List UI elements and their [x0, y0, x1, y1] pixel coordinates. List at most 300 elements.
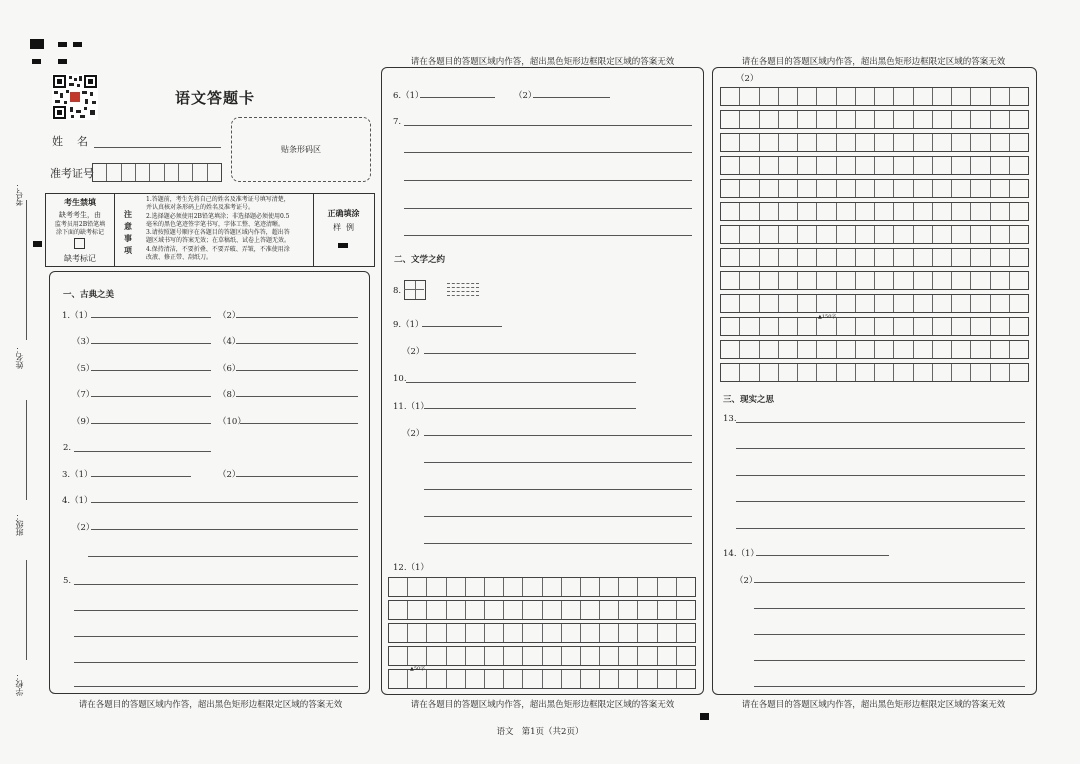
absent-checkbox[interactable]	[74, 238, 85, 249]
grid-cell[interactable]	[721, 318, 740, 335]
grid-cell[interactable]	[562, 601, 581, 619]
grid-cell[interactable]	[914, 249, 933, 266]
grid-row[interactable]	[720, 133, 1029, 152]
q13-answer-line[interactable]	[736, 448, 1025, 449]
grid-cell[interactable]	[485, 601, 504, 619]
grid-cell[interactable]	[817, 203, 836, 220]
grid-cell[interactable]	[427, 578, 446, 596]
grid-cell[interactable]	[658, 601, 677, 619]
grid-cell[interactable]	[721, 341, 740, 358]
q13-answer-line[interactable]	[736, 475, 1025, 476]
grid-cell[interactable]	[779, 111, 798, 128]
grid-cell[interactable]	[894, 295, 913, 312]
grid-cell[interactable]	[408, 601, 427, 619]
grid-cell[interactable]	[798, 88, 817, 105]
grid-cell[interactable]	[619, 647, 638, 665]
grid-cell[interactable]	[971, 341, 990, 358]
grid-cell[interactable]	[779, 203, 798, 220]
grid-row[interactable]	[720, 340, 1029, 359]
grid-cell[interactable]	[991, 134, 1010, 151]
grid-cell[interactable]	[638, 624, 657, 642]
grid-cell[interactable]	[952, 111, 971, 128]
grid-cell[interactable]	[798, 226, 817, 243]
grid-cell[interactable]	[779, 134, 798, 151]
grid-cell[interactable]	[991, 203, 1010, 220]
grid-cell[interactable]	[894, 272, 913, 289]
grid-cell[interactable]	[875, 364, 894, 381]
grid-cell[interactable]	[562, 670, 581, 688]
grid-row[interactable]	[720, 294, 1029, 313]
grid-cell[interactable]	[427, 647, 446, 665]
grid-cell[interactable]	[894, 180, 913, 197]
grid-cell[interactable]	[638, 647, 657, 665]
q1-7-answer[interactable]	[91, 396, 211, 397]
q4-2-answer[interactable]	[91, 529, 358, 530]
grid-cell[interactable]	[638, 601, 657, 619]
grid-cell[interactable]	[740, 341, 759, 358]
grid-row[interactable]	[720, 87, 1029, 106]
grid-cell[interactable]	[447, 601, 466, 619]
grid-cell[interactable]	[740, 272, 759, 289]
grid-cell[interactable]	[991, 364, 1010, 381]
grid-cell[interactable]	[760, 318, 779, 335]
grid-cell[interactable]	[914, 180, 933, 197]
q7-answer[interactable]	[404, 125, 692, 126]
grid-cell[interactable]	[760, 341, 779, 358]
grid-cell[interactable]	[740, 180, 759, 197]
grid-cell[interactable]	[894, 111, 913, 128]
grid-row[interactable]	[388, 577, 696, 597]
grid-cell[interactable]	[1010, 249, 1028, 266]
grid-cell[interactable]	[933, 341, 952, 358]
grid-cell[interactable]	[779, 341, 798, 358]
grid-cell[interactable]	[971, 364, 990, 381]
grid-cell[interactable]	[721, 180, 740, 197]
grid-cell[interactable]	[619, 670, 638, 688]
grid-cell[interactable]	[856, 111, 875, 128]
grid-cell[interactable]	[856, 203, 875, 220]
grid-cell[interactable]	[740, 318, 759, 335]
grid-cell[interactable]	[837, 157, 856, 174]
grid-cell[interactable]	[991, 318, 1010, 335]
grid-cell[interactable]	[971, 111, 990, 128]
grid-cell[interactable]	[760, 272, 779, 289]
grid-cell[interactable]	[389, 670, 408, 688]
grid-row[interactable]	[388, 600, 696, 620]
grid-cell[interactable]	[523, 601, 542, 619]
grid-cell[interactable]	[677, 601, 695, 619]
grid-cell[interactable]	[856, 249, 875, 266]
grid-cell[interactable]	[658, 670, 677, 688]
grid-cell[interactable]	[389, 578, 408, 596]
grid-cell[interactable]	[485, 624, 504, 642]
grid-cell[interactable]	[581, 624, 600, 642]
grid-cell[interactable]	[485, 670, 504, 688]
grid-cell[interactable]	[658, 578, 677, 596]
grid-cell[interactable]	[894, 364, 913, 381]
q13-answer[interactable]	[736, 422, 1025, 423]
q5-answer-line[interactable]	[74, 610, 358, 611]
grid-cell[interactable]	[1010, 364, 1028, 381]
grid-cell[interactable]	[1010, 180, 1028, 197]
grid-cell[interactable]	[504, 601, 523, 619]
grid-cell[interactable]	[760, 226, 779, 243]
grid-cell[interactable]	[933, 249, 952, 266]
grid-cell[interactable]	[760, 111, 779, 128]
grid-cell[interactable]	[817, 249, 836, 266]
grid-row[interactable]	[720, 110, 1029, 129]
grid-cell[interactable]	[856, 180, 875, 197]
grid-cell[interactable]	[466, 647, 485, 665]
grid-cell[interactable]	[933, 272, 952, 289]
grid-cell[interactable]	[952, 203, 971, 220]
grid-row[interactable]	[388, 669, 696, 689]
q14-2-answer-line[interactable]	[754, 634, 1025, 635]
grid-cell[interactable]	[798, 180, 817, 197]
grid-cell[interactable]	[837, 295, 856, 312]
grid-cell[interactable]	[952, 341, 971, 358]
grid-cell[interactable]	[562, 624, 581, 642]
q11-2-answer-line[interactable]	[424, 543, 692, 544]
grid-cell[interactable]	[740, 364, 759, 381]
grid-cell[interactable]	[856, 157, 875, 174]
grid-cell[interactable]	[933, 157, 952, 174]
grid-cell[interactable]	[933, 295, 952, 312]
grid-cell[interactable]	[721, 157, 740, 174]
grid-cell[interactable]	[894, 249, 913, 266]
q7-answer-line[interactable]	[404, 208, 692, 209]
grid-cell[interactable]	[817, 226, 836, 243]
q13-answer-line[interactable]	[736, 501, 1025, 502]
grid-cell[interactable]	[952, 157, 971, 174]
grid-cell[interactable]	[952, 272, 971, 289]
grid-cell[interactable]	[779, 249, 798, 266]
grid-cell[interactable]	[779, 157, 798, 174]
grid-cell[interactable]	[779, 318, 798, 335]
grid-cell[interactable]	[837, 249, 856, 266]
grid-cell[interactable]	[837, 134, 856, 151]
grid-cell[interactable]	[740, 295, 759, 312]
grid-cell[interactable]	[677, 624, 695, 642]
grid-cell[interactable]	[952, 249, 971, 266]
grid-cell[interactable]	[677, 670, 695, 688]
grid-cell[interactable]	[971, 295, 990, 312]
q14-2-answer-line[interactable]	[754, 608, 1025, 609]
grid-cell[interactable]	[447, 624, 466, 642]
grid-cell[interactable]	[543, 624, 562, 642]
grid-cell[interactable]	[798, 364, 817, 381]
grid-cell[interactable]	[389, 647, 408, 665]
grid-cell[interactable]	[427, 624, 446, 642]
q5-answer-line[interactable]	[74, 662, 358, 663]
grid-cell[interactable]	[523, 647, 542, 665]
grid-cell[interactable]	[562, 647, 581, 665]
grid-cell[interactable]	[740, 203, 759, 220]
grid-cell[interactable]	[991, 111, 1010, 128]
grid-cell[interactable]	[408, 578, 427, 596]
grid-cell[interactable]	[856, 226, 875, 243]
grid-cell[interactable]	[760, 157, 779, 174]
grid-cell[interactable]	[991, 249, 1010, 266]
grid-cell[interactable]	[798, 249, 817, 266]
grid-cell[interactable]	[817, 111, 836, 128]
grid-cell[interactable]	[971, 203, 990, 220]
grid-cell[interactable]	[760, 134, 779, 151]
grid-cell[interactable]	[1010, 341, 1028, 358]
grid-cell[interactable]	[971, 249, 990, 266]
grid-cell[interactable]	[856, 364, 875, 381]
grid-cell[interactable]	[600, 624, 619, 642]
grid-cell[interactable]	[798, 272, 817, 289]
grid-cell[interactable]	[619, 601, 638, 619]
grid-cell[interactable]	[971, 157, 990, 174]
q6-2-answer[interactable]	[533, 97, 610, 98]
grid-cell[interactable]	[991, 157, 1010, 174]
grid-cell[interactable]	[798, 134, 817, 151]
grid-cell[interactable]	[856, 295, 875, 312]
grid-cell[interactable]	[1010, 295, 1028, 312]
q7-answer-line[interactable]	[404, 235, 692, 236]
q1-8-answer[interactable]	[236, 396, 358, 397]
grid-cell[interactable]	[817, 272, 836, 289]
grid-cell[interactable]	[914, 157, 933, 174]
grid-cell[interactable]	[991, 341, 1010, 358]
grid-cell[interactable]	[389, 624, 408, 642]
grid-cell[interactable]	[760, 180, 779, 197]
grid-cell[interactable]	[581, 670, 600, 688]
grid-cell[interactable]	[721, 88, 740, 105]
grid-cell[interactable]	[504, 578, 523, 596]
grid-cell[interactable]	[952, 180, 971, 197]
grid-cell[interactable]	[837, 318, 856, 335]
grid-cell[interactable]	[1010, 88, 1028, 105]
grid-cell[interactable]	[933, 226, 952, 243]
grid-row[interactable]	[720, 317, 1029, 336]
q9-2-answer[interactable]	[424, 353, 636, 354]
q8-choice-box[interactable]	[404, 280, 426, 300]
grid-cell[interactable]	[523, 578, 542, 596]
grid-cell[interactable]	[721, 226, 740, 243]
grid-cell[interactable]	[817, 180, 836, 197]
grid-cell[interactable]	[721, 249, 740, 266]
grid-cell[interactable]	[1010, 134, 1028, 151]
grid-cell[interactable]	[408, 647, 427, 665]
grid-cell[interactable]	[837, 180, 856, 197]
grid-row[interactable]	[720, 202, 1029, 221]
grid-cell[interactable]	[856, 341, 875, 358]
grid-cell[interactable]	[933, 180, 952, 197]
grid-cell[interactable]	[504, 647, 523, 665]
grid-cell[interactable]	[658, 624, 677, 642]
grid-cell[interactable]	[658, 647, 677, 665]
grid-cell[interactable]	[991, 88, 1010, 105]
grid-cell[interactable]	[543, 578, 562, 596]
grid-cell[interactable]	[875, 226, 894, 243]
grid-cell[interactable]	[817, 318, 836, 335]
q1-1-answer[interactable]	[91, 317, 211, 318]
grid-cell[interactable]	[466, 670, 485, 688]
grid-cell[interactable]	[837, 203, 856, 220]
grid-cell[interactable]	[933, 134, 952, 151]
grid-cell[interactable]	[779, 88, 798, 105]
grid-row[interactable]	[720, 225, 1029, 244]
grid-cell[interactable]	[875, 180, 894, 197]
grid-cell[interactable]	[466, 578, 485, 596]
grid-cell[interactable]	[837, 272, 856, 289]
q7-answer-line[interactable]	[404, 180, 692, 181]
grid-cell[interactable]	[817, 88, 836, 105]
grid-cell[interactable]	[779, 226, 798, 243]
q1-9-answer[interactable]	[91, 423, 211, 424]
grid-cell[interactable]	[619, 578, 638, 596]
grid-cell[interactable]	[894, 203, 913, 220]
grid-cell[interactable]	[760, 249, 779, 266]
grid-cell[interactable]	[447, 647, 466, 665]
grid-cell[interactable]	[837, 111, 856, 128]
grid-cell[interactable]	[875, 272, 894, 289]
grid-cell[interactable]	[914, 134, 933, 151]
grid-cell[interactable]	[581, 578, 600, 596]
grid-cell[interactable]	[971, 88, 990, 105]
q5-answer-line[interactable]	[74, 686, 358, 687]
grid-cell[interactable]	[721, 203, 740, 220]
q14-2-answer-line[interactable]	[754, 686, 1025, 687]
grid-cell[interactable]	[798, 318, 817, 335]
grid-cell[interactable]	[894, 318, 913, 335]
grid-row[interactable]	[720, 156, 1029, 175]
grid-cell[interactable]	[933, 364, 952, 381]
grid-cell[interactable]	[894, 341, 913, 358]
grid-cell[interactable]	[914, 272, 933, 289]
grid-cell[interactable]	[1010, 318, 1028, 335]
q1-4-answer[interactable]	[236, 343, 358, 344]
grid-cell[interactable]	[817, 364, 836, 381]
grid-cell[interactable]	[721, 272, 740, 289]
q14-1-answer[interactable]	[756, 555, 889, 556]
grid-cell[interactable]	[740, 111, 759, 128]
grid-cell[interactable]	[914, 226, 933, 243]
grid-row[interactable]	[720, 248, 1029, 267]
q1-5-answer[interactable]	[91, 370, 211, 371]
grid-cell[interactable]	[740, 226, 759, 243]
grid-cell[interactable]	[817, 134, 836, 151]
grid-cell[interactable]	[952, 226, 971, 243]
grid-cell[interactable]	[677, 578, 695, 596]
grid-cell[interactable]	[875, 295, 894, 312]
grid-cell[interactable]	[894, 88, 913, 105]
grid-cell[interactable]	[875, 157, 894, 174]
grid-cell[interactable]	[875, 341, 894, 358]
q1-10-answer[interactable]	[240, 423, 358, 424]
q1-3-answer[interactable]	[91, 343, 211, 344]
grid-cell[interactable]	[543, 647, 562, 665]
q14-2-answer-line[interactable]	[754, 660, 1025, 661]
q5-answer[interactable]	[74, 584, 358, 585]
grid-cell[interactable]	[971, 226, 990, 243]
grid-cell[interactable]	[740, 157, 759, 174]
q14-2-answer[interactable]	[754, 582, 1025, 583]
q5-answer-line[interactable]	[74, 636, 358, 637]
grid-cell[interactable]	[740, 88, 759, 105]
q7-answer-line[interactable]	[404, 152, 692, 153]
q4-2-answer-line[interactable]	[88, 556, 358, 557]
grid-cell[interactable]	[817, 341, 836, 358]
grid-cell[interactable]	[1010, 157, 1028, 174]
grid-cell[interactable]	[875, 111, 894, 128]
q3-1-answer[interactable]	[91, 476, 191, 477]
grid-cell[interactable]	[914, 341, 933, 358]
q11-1-answer[interactable]	[424, 408, 636, 409]
grid-cell[interactable]	[760, 88, 779, 105]
grid-cell[interactable]	[600, 601, 619, 619]
grid-cell[interactable]	[971, 272, 990, 289]
grid-cell[interactable]	[619, 624, 638, 642]
grid-cell[interactable]	[721, 364, 740, 381]
q11-2-answer-line[interactable]	[424, 489, 692, 490]
grid-cell[interactable]	[677, 647, 695, 665]
grid-cell[interactable]	[600, 578, 619, 596]
q1-6-answer[interactable]	[236, 370, 358, 371]
grid-cell[interactable]	[971, 318, 990, 335]
grid-cell[interactable]	[875, 203, 894, 220]
grid-cell[interactable]	[837, 341, 856, 358]
grid-cell[interactable]	[427, 601, 446, 619]
q3-2-answer[interactable]	[236, 476, 358, 477]
grid-cell[interactable]	[875, 249, 894, 266]
grid-cell[interactable]	[581, 647, 600, 665]
grid-cell[interactable]	[504, 670, 523, 688]
grid-cell[interactable]	[914, 318, 933, 335]
grid-row[interactable]	[720, 271, 1029, 290]
name-field[interactable]	[94, 147, 221, 148]
grid-cell[interactable]	[408, 670, 427, 688]
grid-cell[interactable]	[1010, 226, 1028, 243]
grid-cell[interactable]	[427, 670, 446, 688]
grid-cell[interactable]	[914, 111, 933, 128]
grid-cell[interactable]	[760, 203, 779, 220]
grid-cell[interactable]	[952, 364, 971, 381]
grid-row[interactable]	[388, 646, 696, 666]
grid-cell[interactable]	[856, 272, 875, 289]
grid-row[interactable]	[720, 363, 1029, 382]
grid-cell[interactable]	[933, 111, 952, 128]
grid-cell[interactable]	[485, 578, 504, 596]
grid-cell[interactable]	[740, 134, 759, 151]
grid-cell[interactable]	[523, 670, 542, 688]
grid-cell[interactable]	[817, 157, 836, 174]
grid-cell[interactable]	[875, 134, 894, 151]
grid-cell[interactable]	[894, 157, 913, 174]
grid-cell[interactable]	[952, 134, 971, 151]
grid-cell[interactable]	[408, 624, 427, 642]
grid-cell[interactable]	[798, 203, 817, 220]
grid-cell[interactable]	[638, 578, 657, 596]
q9-1-answer[interactable]	[422, 326, 502, 327]
grid-cell[interactable]	[875, 318, 894, 335]
grid-cell[interactable]	[837, 88, 856, 105]
exam-id-boxes[interactable]	[92, 163, 222, 182]
grid-cell[interactable]	[933, 88, 952, 105]
grid-cell[interactable]	[914, 203, 933, 220]
grid-cell[interactable]	[466, 624, 485, 642]
q13-answer-line[interactable]	[736, 528, 1025, 529]
grid-cell[interactable]	[798, 111, 817, 128]
grid-cell[interactable]	[447, 578, 466, 596]
q11-2-answer-line[interactable]	[424, 462, 692, 463]
grid-cell[interactable]	[523, 624, 542, 642]
grid-cell[interactable]	[504, 624, 523, 642]
grid-cell[interactable]	[952, 318, 971, 335]
